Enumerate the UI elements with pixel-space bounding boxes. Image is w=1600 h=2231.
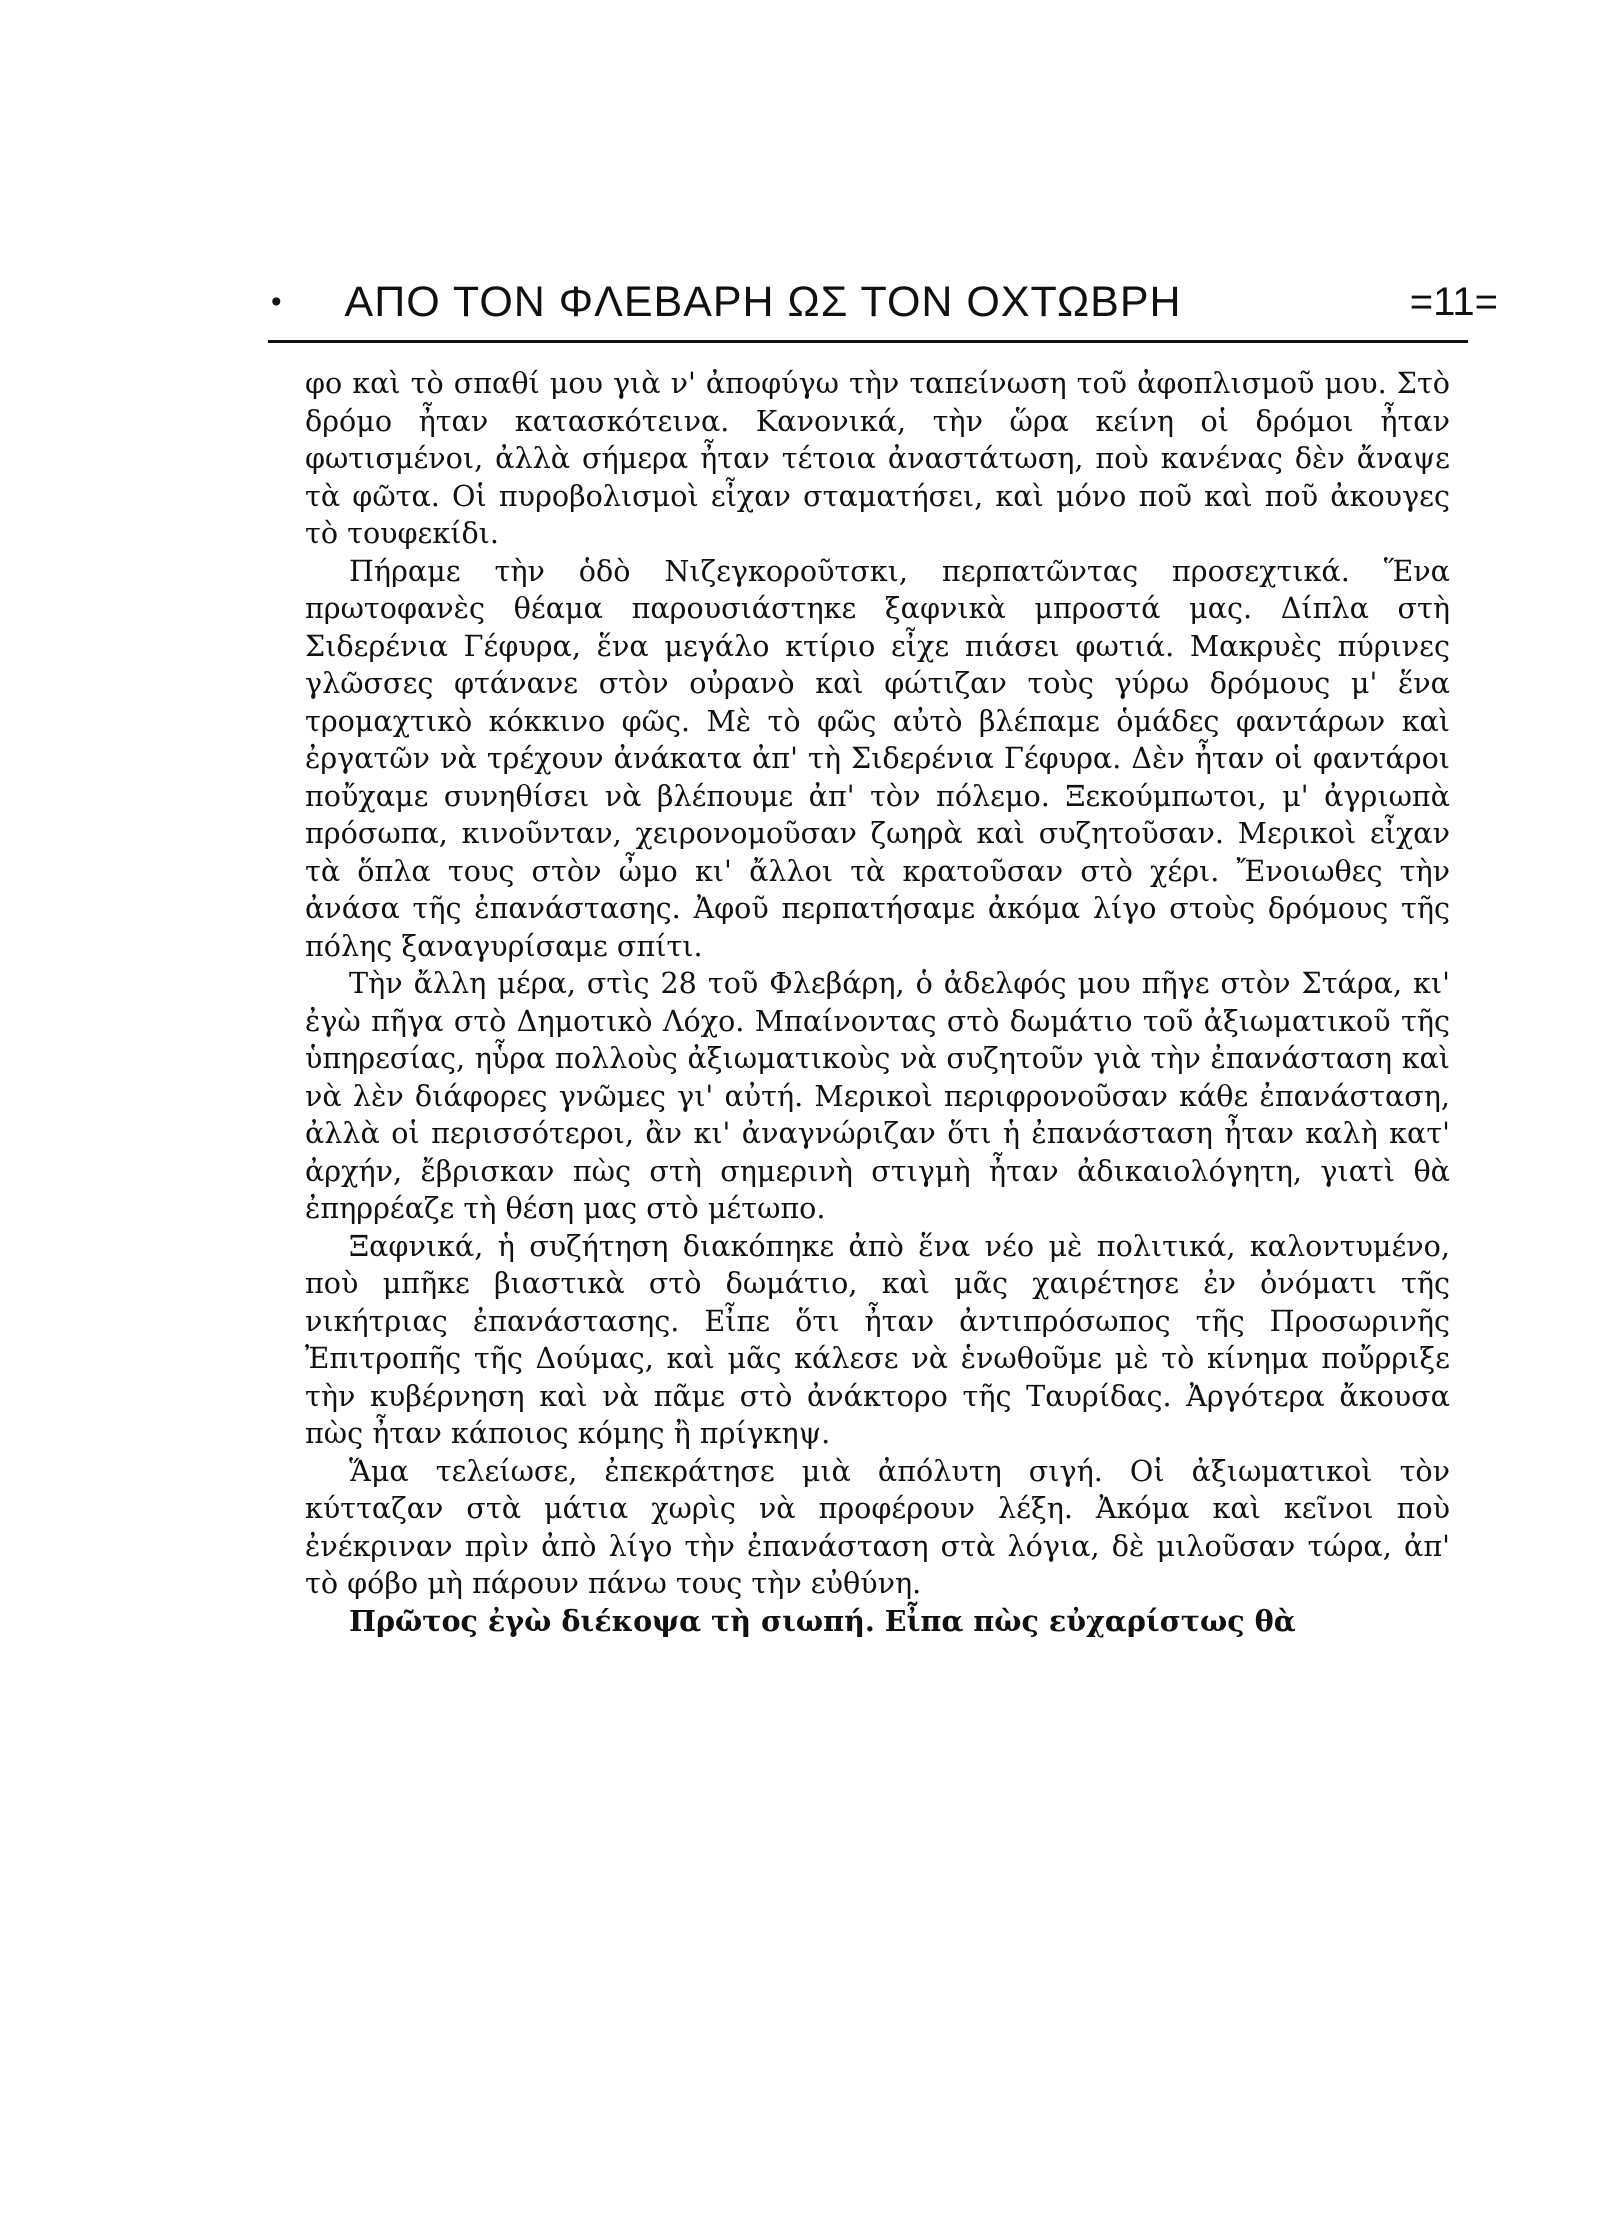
header-bullet: • [268,285,285,319]
running-header [268,272,1508,332]
paragraph-3: Τὴν ἄλλη μέρα, στὶς 28 τοῦ Φλεβάρη, ὁ ἀδελφός μου πῆγε στὸν Στάρα, κι' ἐγὼ πῆγα στὸ Δημοτικὸ Λόχο. Μπαίνοντας στὸ δωμάτιο τοῦ ἀξιωματικοῦ τῆς ὑπηρεσίας, ηὗρα πολλοὺς ἀξιωματικοὺς νὰ συζητοῦν γιὰ τὴν ἐπανάσταση καὶ νὰ λὲν διάφορες γνῶμες γι' αὐτή. Μερικοὶ περιφρονοῦσαν κάθε ἐπανάσταση, ἀλλὰ οἱ περισσότεροι, ἂν κι' ἀναγνώριζαν ὅτι ἡ ἐπανάσταση ἦταν καλὴ κατ' ἀρχήν, ἔβρισκαν πὼς στὴ σημερινὴ στιγμὴ ἦταν ἀδικαιολόγητη, γιατὶ θὰ ἐπηρρέαζε τὴ θέση μας στὸ μέτωπο. [305,966,1450,1225]
paragraph-4: Ξαφνικά, ἡ συζήτηση διακόπηκε ἀπὸ ἕνα νέο μὲ πολιτικά, καλοντυμένο, ποὺ μπῆκε βιαστικὰ στὸ δωμάτιο, καὶ μᾶς χαιρέτησε ἐν ὀνόματι τῆς νικήτριας ἐπανάστασης. Εἶπε ὅτι ἦταν ἀντιπρόσωπος τῆς Προσωρινῆς Ἐπιτροπῆς τῆς Δούμας, καὶ μᾶς κάλεσε νὰ ἑνωθοῦμε μὲ τὸ κίνημα ποὔρριξε τὴν κυβέρνηση καὶ νὰ πᾶμε στὸ ἀνάκτορο τῆς Ταυρίδας. Ἀργότερα ἄκουσα πὼς ἦταν κάποιος κόμης ἢ πρίγκηψ. [305,1228,1450,1450]
header-rule [268,340,1468,343]
paragraph-2: Πήραμε τὴν ὁδὸ Νιζεγκοροῦτσκι, περπατῶντας προσεχτικά. Ἕνα πρωτοφανὲς θέαμα παρουσιάστηκε ξαφνικὰ μπροστά μας. Δίπλα στὴ Σιδερένια Γέφυρα, ἕνα μεγάλο κτίριο εἶχε πιάσει φωτιά. Μακρυὲς πύρινες γλῶσσες φτάνανε στὸν οὐρανὸ καὶ φώτιζαν τοὺς γύρω δρόμους μ' ἕνα τρομαχτικὸ κόκκινο φῶς. Μὲ τὸ φῶς αὐτὸ βλέπαμε ὁμάδες φαντάρων καὶ ἐργατῶν νὰ τρέχουν ἀνάκατα ἀπ' τὴ Σιδερένια Γέφυρα. Δὲν ἦταν οἱ φαντάροι ποὔχαμε συνηθίσει νὰ βλέπουμε ἀπ' τὸν πόλεμο. Ξεκούμπωτοι, μ' ἀγριωπὰ πρόσωπα, κινοῦνταν, χειρονομοῦσαν ζωηρὰ καὶ συζητοῦσαν. Μερικοὶ εἶχαν τὰ ὅπλα τους στὸν ὦμο κι' ἄλλοι τὰ κρατοῦσαν στὸ χέρι. Ἔνοιωθες τὴν ἀνάσα τῆς ἐπανάστασης. Ἀφοῦ περπατήσαμε ἀκόμα λίγο στοὺς δρόμους τῆς πόλης ξαναγυρίσαμε σπίτι. [305,553,1450,963]
body-text [305,365,1450,1640]
paragraph-6: Πρῶτος ἐγὼ διέκοψα τὴ σιωπή. Εἶπα πὼς εὐχαρίστως θὰ [349,1603,1296,1638]
chapter-title: ΑΠΟ ΤΟΝ ΦΛΕΒΑΡΗ ΩΣ ΤΟΝ ΟΧΤΩΒΡΗ [344,277,1182,326]
paragraph-1: φο καὶ τὸ σπαθί μου γιὰ ν' ἀποφύγω τὴν ταπείνωση τοῦ ἀφοπλισμοῦ μου. Στὸ δρόμο ἦταν κατασκότεινα. Κανονικά, τὴν ὥρα κείνη οἱ δρόμοι ἦταν φωτισμένοι, ἀλλὰ σήμερα ἦταν τέτοια ἀναστάτωση, ποὺ κανένας δὲν ἄναψε τὰ φῶτα. Οἱ πυροβολισμοὶ εἶχαν σταματήσει, καὶ μόνο ποῦ καὶ ποῦ ἀκουγες τὸ τουφεκίδι. [305,366,1450,550]
page-number: =11= [1409,279,1498,324]
paragraph-5: Ἅμα τελείωσε, ἐπεκράτησε μιὰ ἀπόλυτη σιγή. Οἱ ἀξιωματικοὶ τὸν κύτταζαν στὰ μάτια χωρὶς νὰ προφέρουν λέξη. Ἀκόμα καὶ κεῖνοι ποὺ ἐνέκριναν πρὶν ἀπὸ λίγο τὴν ἐπανάσταση στὰ λόγια, δὲ μιλοῦσαν τώρα, ἀπ' τὸ φόβο μὴ πάρουν πάνω τους τὴν εὐθύνη. [305,1453,1450,1600]
